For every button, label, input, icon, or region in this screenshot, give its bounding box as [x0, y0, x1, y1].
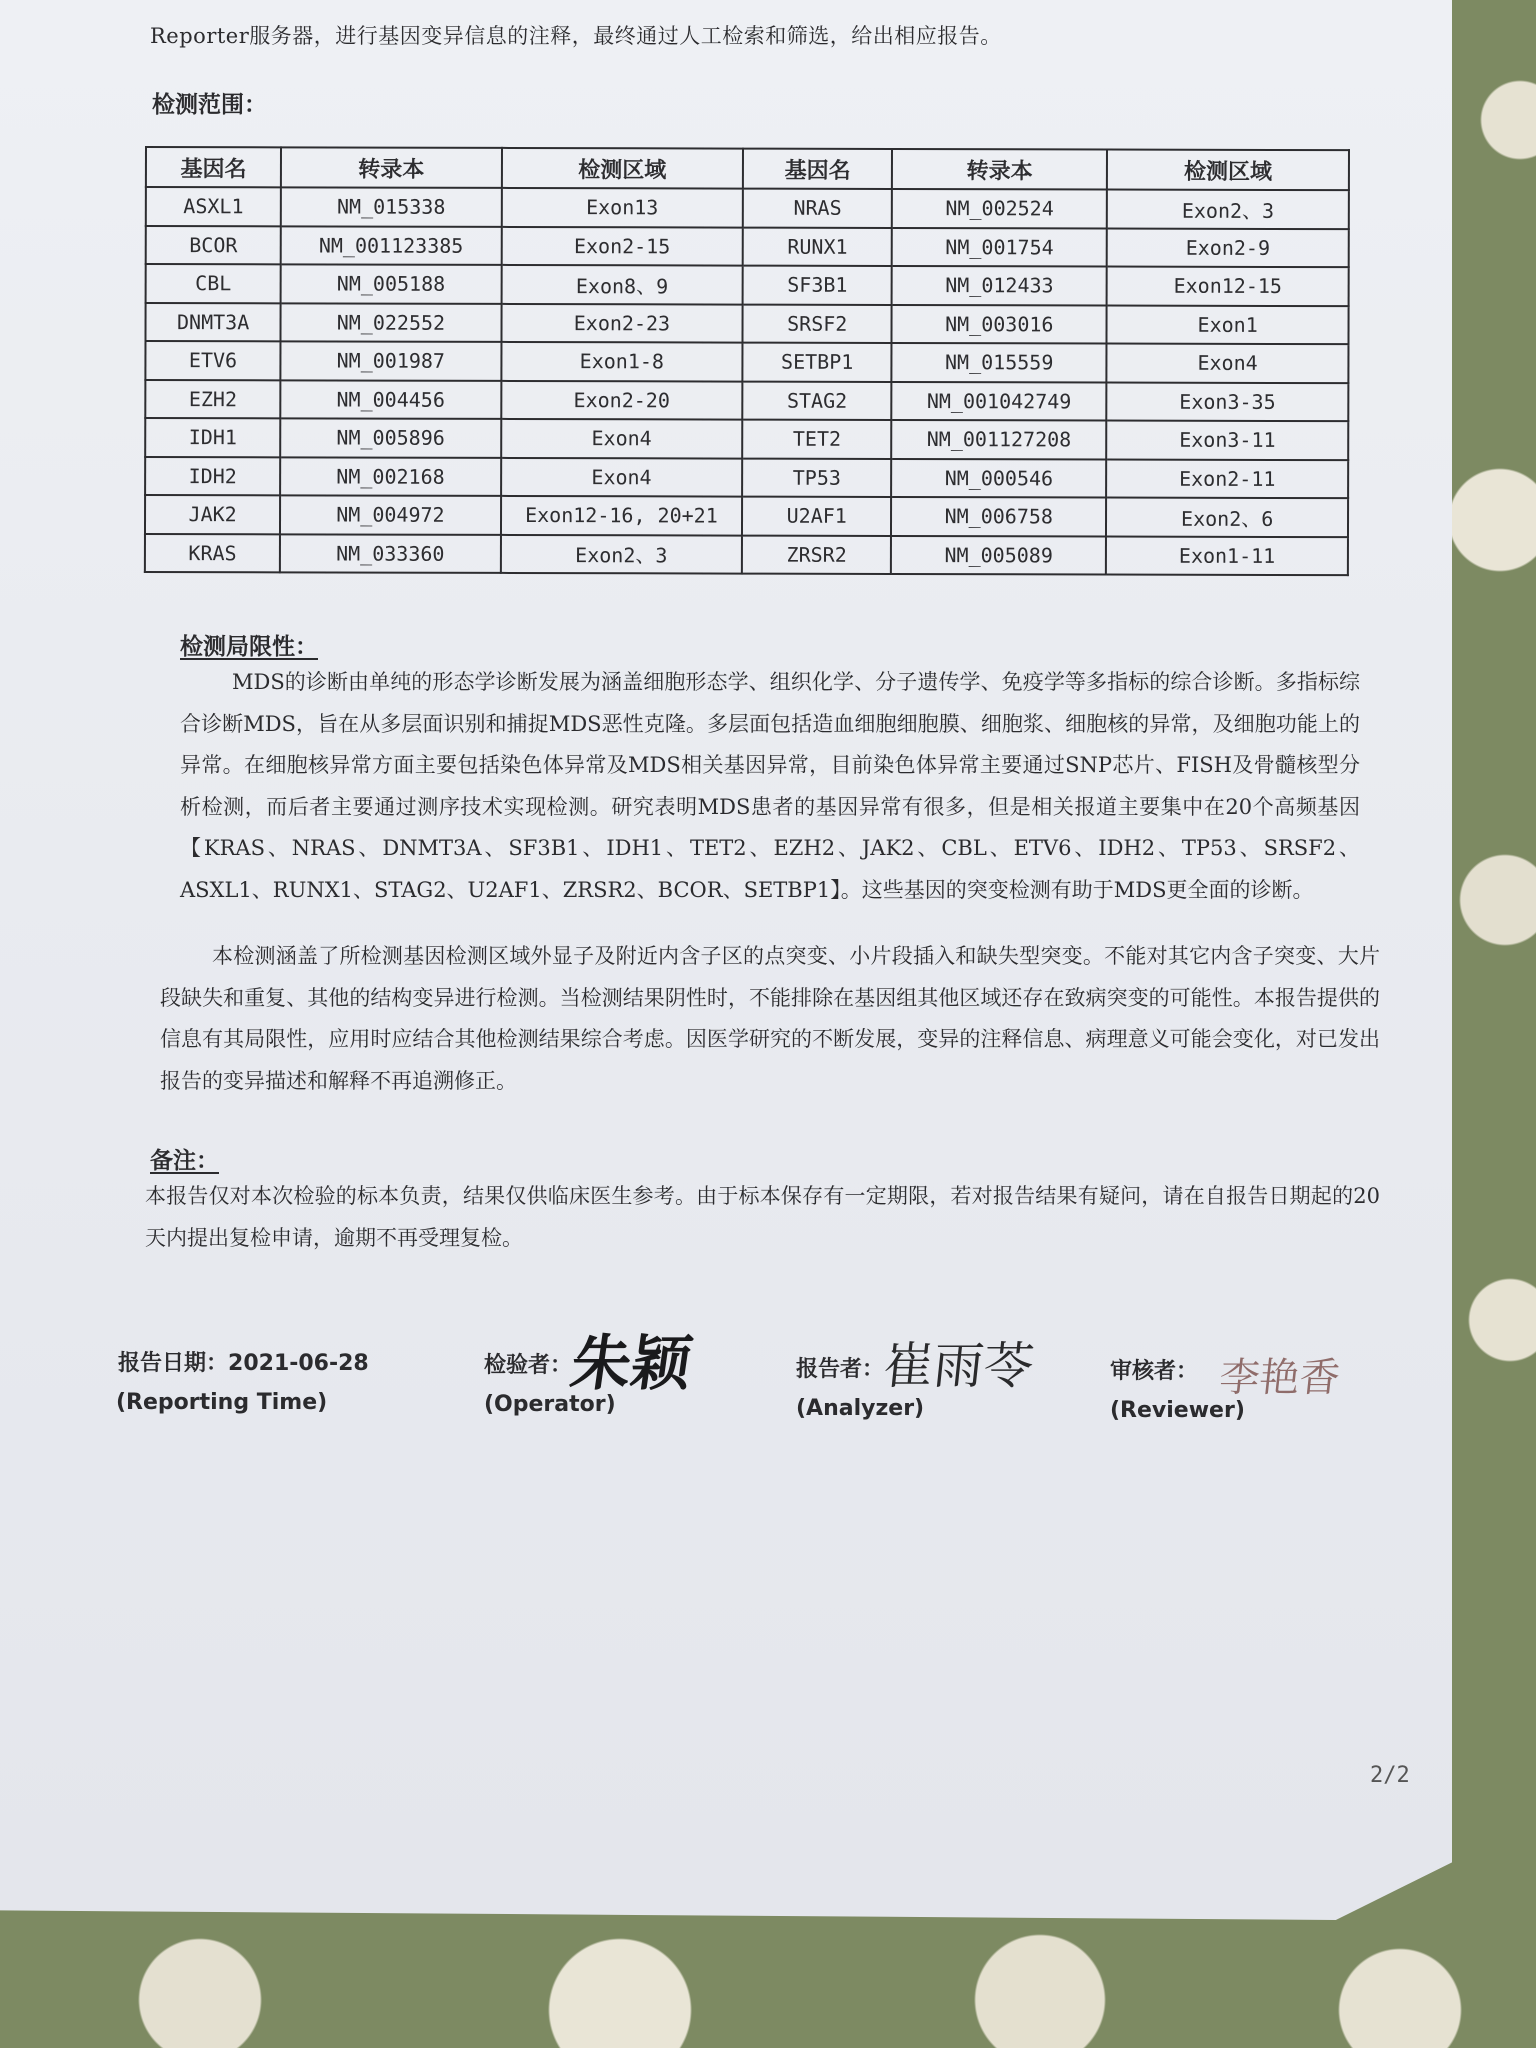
report-date: [118, 1346, 369, 1377]
table-cell: Exon13: [501, 188, 743, 227]
table-cell: Exon3-11: [1106, 421, 1348, 460]
table-cell: STAG2: [743, 381, 892, 420]
table-cell: NM_001042749: [892, 381, 1107, 420]
table-cell: Exon4: [1107, 344, 1349, 383]
table-cell: Exon2-20: [501, 380, 743, 419]
operator-sub-label: (Operator): [484, 1392, 616, 1417]
analyzer-signature: 崔雨苓: [880, 1337, 1037, 1395]
operator-signature: 朱颖: [566, 1329, 697, 1399]
limitations-paragraph-1: MDS的诊断由单纯的形态学诊断发展为涵盖细胞形态学、组织化学、分子遗传学、免疫学等多指标的综合诊断。多指标综合诊断MDS，旨在从多层面识别和捕捉MDS恶性克隆。多层面包括造血细胞细胞膜、细胞浆、细胞核的异常，及细胞功能上的异常。在细胞核异常方面主要包括染色体异常及MDS相关基因异常，目前染色体异常主要通过SNP芯片、FISH及骨髓核型分析检测，而后者主要通过测序技术实现检测。研究表明MDS患者的基因异常有很多，但是相关报道主要集中在20个高频基因【KRAS、NRAS、DNMT3A、SF3B1、IDH1、TET2、EZH2、JAK2、CBL、ETV6、IDH2、TP53、SRSF2、ASXL1、RUNX1、STAG2、U2AF1、ZRSR2、BCOR、SETBP1】。这些基因的突变检测有助于MDS更全面的诊断。: [180, 670, 1361, 902]
table-cell: NM_012433: [892, 266, 1107, 305]
table-cell: KRAS: [145, 534, 280, 573]
table-row: [146, 226, 1349, 268]
table-cell: NM_001127208: [891, 420, 1106, 459]
table-cell: Exon2、3: [1107, 190, 1349, 229]
date-sub-label: (Reporting Time): [116, 1390, 328, 1415]
column-header: 检测区域: [1107, 150, 1349, 191]
table-row: [145, 418, 1348, 460]
table-cell: NRAS: [743, 189, 892, 228]
table-cell: Exon12-15: [1107, 267, 1349, 306]
table-cell: NM_015338: [281, 187, 501, 226]
table-cell: NM_015559: [892, 343, 1107, 382]
reviewer-sub-label: (Reviewer): [1110, 1398, 1245, 1423]
reviewer-signature: 李艳香: [1217, 1355, 1343, 1401]
table-cell: Exon2-11: [1106, 459, 1348, 498]
remarks-text: 本报告仅对本次检验的标本负责，结果仅供临床医生参考。由于标本保存有一定期限，若对报告结果有疑问，请在自报告日期起的20天内提出复检申请，逾期不再受理复检。: [145, 1184, 1380, 1250]
column-header: 转录本: [281, 147, 501, 188]
table-cell: SF3B1: [743, 266, 892, 305]
table-cell: Exon2-23: [501, 303, 743, 342]
date-label: 报告日期：: [118, 1351, 229, 1376]
table-cell: U2AF1: [742, 497, 891, 536]
limitations-paragraph-2: 本检测涵盖了所检测基因检测区域外显子及附近内含子区的点突变、小片段插入和缺失型突变。不能对其它内含子突变、大片段缺失和重复、其他的结构变异进行检测。当检测结果阴性时，不能排除在基因组其他区域还存在致病突变的可能性。本报告提供的信息有其局限性，应用时应结合其他检测结果综合考虑。因医学研究的不断发展，变异的注释信息、病理意义可能会变化，对已发出报告的变异描述和解释不再追溯修正。: [160, 944, 1380, 1093]
analyzer-sub-label: (Analyzer): [796, 1396, 925, 1421]
intro-line: Reporter服务器，进行基因变异信息的注释，最终通过人工检索和筛选，给出相应报告。: [150, 24, 1002, 48]
table-cell: SRSF2: [743, 304, 892, 343]
table-row: [145, 303, 1348, 345]
table-cell: NM_005896: [280, 418, 500, 457]
table-cell: NM_006758: [891, 497, 1106, 536]
table-row: [145, 341, 1348, 383]
reviewer-label: 审核者：: [1110, 1359, 1199, 1384]
table-cell: NM_022552: [281, 303, 501, 342]
gene-table-body: [145, 187, 1349, 575]
column-header: 基因名: [146, 147, 281, 187]
table-cell: ASXL1: [146, 187, 281, 226]
table-cell: ZRSR2: [742, 535, 891, 574]
table-cell: NM_005188: [281, 264, 501, 303]
table-cell: CBL: [146, 264, 281, 303]
column-header: 基因名: [743, 149, 892, 189]
operator-label: 检验者：: [484, 1353, 573, 1378]
table-cell: Exon2、6: [1106, 498, 1348, 537]
table-cell: IDH1: [145, 418, 280, 457]
table-cell: NM_001987: [281, 341, 501, 380]
table-cell: TP53: [742, 458, 891, 497]
table-cell: TET2: [742, 420, 891, 459]
table-cell: NM_000546: [891, 458, 1106, 497]
table-cell: NM_033360: [280, 534, 500, 573]
table-cell: IDH2: [145, 457, 280, 496]
table-cell: Exon3-35: [1107, 382, 1349, 421]
date-value: 2021-06-28: [228, 1351, 369, 1376]
table-cell: DNMT3A: [145, 303, 280, 342]
table-cell: NM_001754: [892, 227, 1107, 266]
table-cell: Exon12-16, 20+21: [501, 496, 743, 535]
table-cell: NM_002168: [280, 457, 500, 496]
table-cell: NM_004972: [280, 495, 500, 534]
table-row: [145, 457, 1348, 499]
table-row: [146, 187, 1349, 229]
table-cell: SETBP1: [743, 343, 892, 382]
table-cell: Exon2、3: [500, 534, 742, 573]
table-cell: Exon1: [1107, 305, 1349, 344]
remarks-title: 备注：: [150, 1148, 219, 1174]
column-header: 转录本: [892, 149, 1107, 190]
table-cell: NM_002524: [892, 189, 1107, 228]
table-row: [146, 264, 1349, 306]
table-cell: Exon1-8: [501, 342, 743, 381]
signature-area: [0, 1329, 1452, 1458]
table-cell: ETV6: [145, 341, 280, 380]
table-cell: RUNX1: [743, 227, 892, 266]
table-cell: NM_003016: [892, 304, 1107, 343]
table-cell: NM_005089: [891, 535, 1106, 574]
table-row: [145, 380, 1348, 422]
table-cell: EZH2: [145, 380, 280, 419]
gene-table-header: [146, 147, 1349, 190]
table-cell: NM_001123385: [281, 226, 501, 265]
table-cell: Exon2-15: [501, 226, 743, 265]
limitations-title: 检测局限性：: [180, 634, 318, 660]
table-cell: Exon4: [501, 457, 743, 496]
table-cell: NM_004456: [280, 380, 500, 419]
table-cell: JAK2: [145, 495, 280, 534]
gene-table: [144, 146, 1350, 576]
scope-title: 检测范围：: [152, 92, 267, 118]
column-header: 检测区域: [501, 148, 743, 189]
table-cell: Exon8、9: [501, 265, 743, 304]
page-number: 2/2: [1370, 1763, 1410, 1788]
analyzer-label: 报告者：: [796, 1357, 885, 1382]
table-cell: Exon4: [501, 419, 743, 458]
table-cell: Exon2-9: [1107, 228, 1349, 267]
table-row: [145, 534, 1348, 576]
table-row: [145, 495, 1348, 537]
table-cell: Exon1-11: [1106, 536, 1348, 575]
table-cell: BCOR: [146, 226, 281, 265]
